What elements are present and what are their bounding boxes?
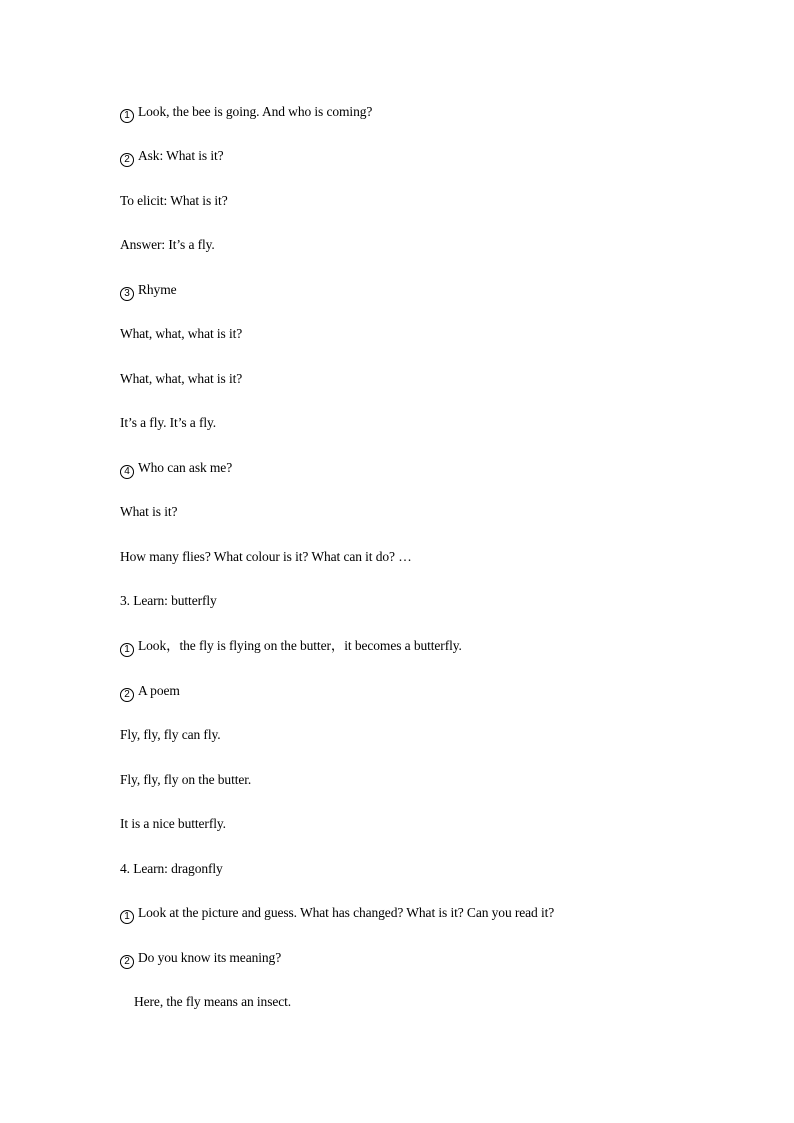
- text-line: [120, 325, 242, 343]
- circled-number: 2: [120, 153, 134, 167]
- text-line: [120, 682, 180, 702]
- text-line: [120, 726, 221, 744]
- line-text: Ask: What is it?: [138, 148, 224, 163]
- section-heading: [120, 592, 217, 610]
- text-line: [120, 236, 215, 254]
- text-line: [120, 548, 412, 566]
- line-text: Fly, fly, fly on the butter.: [120, 772, 252, 787]
- text-line: [120, 281, 177, 301]
- line-text: How many flies? What colour is it? What can it do? …: [120, 549, 412, 564]
- line-text: Look at the picture and guess. What has changed? What is it? Can you read it?: [138, 905, 555, 920]
- line-text: Look，the fly is flying on the butter，it becomes a butterfly.: [138, 638, 462, 653]
- text-line: [120, 103, 372, 123]
- line-text: Who can ask me?: [138, 460, 233, 475]
- line-text: Answer: It’s a fly.: [120, 237, 215, 252]
- line-text: It is a nice butterfly.: [120, 816, 226, 831]
- text-line: [120, 949, 281, 969]
- line-text: Here, the fly means an insect.: [134, 994, 292, 1009]
- text-line: [120, 370, 242, 388]
- section-heading: [120, 860, 223, 878]
- circled-number: 2: [120, 688, 134, 702]
- text-line: [120, 147, 224, 167]
- text-line: [134, 993, 291, 1011]
- line-text: Do you know its meaning?: [138, 950, 282, 965]
- line-text: 3. Learn: butterfly: [120, 593, 217, 608]
- line-text: 4. Learn: dragonfly: [120, 861, 223, 876]
- circled-number: 1: [120, 109, 134, 123]
- circled-number: 1: [120, 643, 134, 657]
- line-text: Rhyme: [138, 282, 177, 297]
- text-line: [120, 503, 177, 521]
- text-line: [120, 904, 554, 924]
- text-line: [120, 771, 251, 789]
- line-text: What is it?: [120, 504, 178, 519]
- line-text: What, what, what is it?: [120, 326, 243, 341]
- line-text: Fly, fly, fly can fly.: [120, 727, 221, 742]
- text-line: [120, 192, 228, 210]
- line-text: Look, the bee is going. And who is coming?: [138, 104, 373, 119]
- line-text: What, what, what is it?: [120, 371, 243, 386]
- line-text: It’s a fly. It’s a fly.: [120, 415, 217, 430]
- text-line: [120, 637, 462, 657]
- line-text: To elicit: What is it?: [120, 193, 228, 208]
- circled-number: 3: [120, 287, 134, 301]
- circled-number: 1: [120, 910, 134, 924]
- circled-number: 4: [120, 465, 134, 479]
- line-text: A poem: [138, 683, 180, 698]
- text-line: [120, 414, 216, 432]
- circled-number: 2: [120, 955, 134, 969]
- text-line: [120, 815, 226, 833]
- text-line: [120, 459, 232, 479]
